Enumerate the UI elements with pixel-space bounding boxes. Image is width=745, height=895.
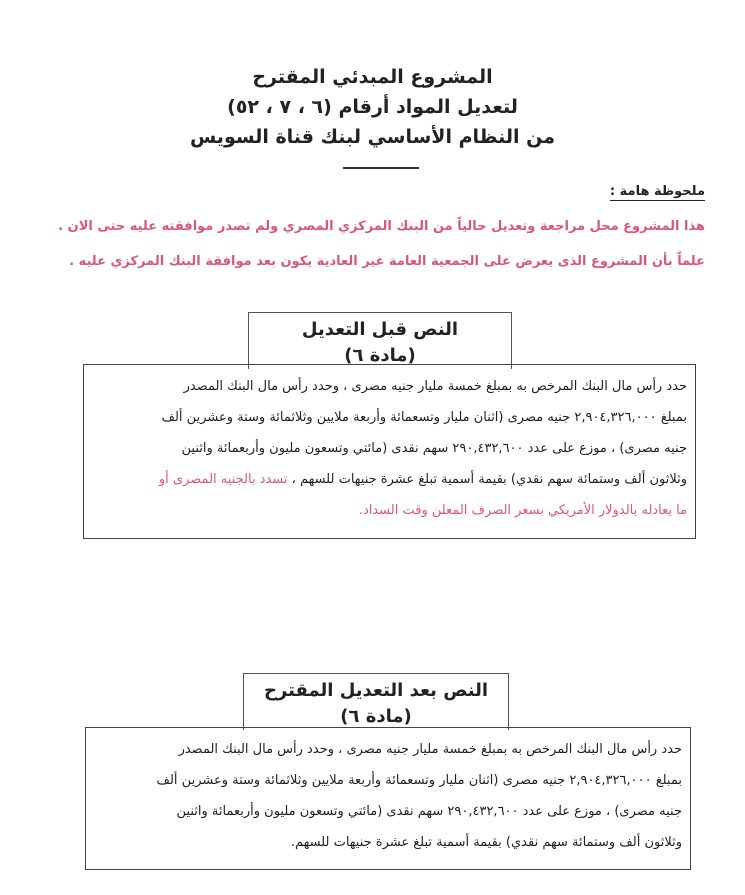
after-text-line-3: جنيه مصرى) ، موزع على عدد ٢٩٠,٤٣٢,٦٠٠ سهم نقدى (مائتي وتسعون مليون وأربعمائة واثنين bbox=[176, 804, 682, 819]
header-divider bbox=[343, 167, 419, 169]
after-text-box bbox=[85, 727, 691, 870]
before-text-line-5-highlight: ما يعادله بالدولار الأمريكي بسعر الصرف المعلن وقت السداد. bbox=[358, 503, 687, 518]
after-text-line-1: حدد رأس مال البنك المرخص به بمبلغ خمسة مليار جنيه مصرى ، وحدد رأس مال البنك المصدر bbox=[178, 742, 682, 757]
note-label: ملحوظة هامة : bbox=[609, 184, 705, 199]
header-title-line-1: المشروع المبدئي المقترح bbox=[252, 66, 493, 88]
before-text-line-4 bbox=[92, 464, 687, 495]
before-title: النص قبل التعديل bbox=[301, 319, 459, 340]
document-header bbox=[0, 62, 745, 152]
after-text-line-2: بمبلغ ٢,٩٠٤,٣٢٦,٠٠٠ جنيه مصرى (اثنان مليار وتسعمائة وأربعة ملايين وثلاثمائة وستة وعشرين ألف bbox=[156, 773, 682, 788]
before-article-number: (مادة ٦) bbox=[344, 345, 416, 366]
note-line-1: هذا المشروع محل مراجعة وتعديل حالياً من البنك المركزي المصري ولم تصدر موافقته عليه حتى الان . bbox=[58, 219, 705, 234]
before-text-box bbox=[83, 364, 696, 539]
before-text-line-1: حدد رأس مال البنك المرخص به بمبلغ خمسة مليار جنيه مصرى ، وحدد رأس مال البنك المصدر bbox=[183, 379, 687, 394]
after-title-box bbox=[243, 673, 509, 730]
after-text-line-4: وثلاثون ألف وستمائة سهم نقدي) بقيمة أسمية تبلغ عشرة جنيهات للسهم. bbox=[290, 835, 682, 850]
header-title-line-2: لتعديل المواد أرقام (٦ ، ٧ ، ٥٢) bbox=[227, 96, 518, 118]
header-title-line-3: من النظام الأساسي لبنك قناة السويس bbox=[189, 126, 556, 148]
before-text-line-3: جنيه مصرى) ، موزع على عدد ٢٩٠,٤٣٢,٦٠٠ سهم نقدى (مائتي وتسعون مليون وأربعمائة واثنين bbox=[181, 441, 687, 456]
after-title: النص بعد التعديل المقترح bbox=[263, 680, 489, 701]
note-line-2: علماً بأن المشروع الذى يعرض على الجمعية العامة غير العادية يكون بعد موافقة البنك المركزي عليه . bbox=[69, 254, 705, 269]
after-article-number: (مادة ٦) bbox=[340, 706, 412, 727]
before-text-line-4-highlight: تسدد بالجنيه المصرى أو bbox=[158, 472, 288, 487]
before-text-line-2: بمبلغ ٢,٩٠٤,٣٢٦,٠٠٠ جنيه مصرى (اثنان مليار وتسعمائة وأربعة ملايين وثلاثمائة وستة وعشرين ألف bbox=[161, 410, 687, 425]
before-title-box bbox=[248, 312, 512, 369]
before-text-line-4-plain: وثلاثون ألف وستمائة سهم نقدي) بقيمة أسمية تبلغ عشرة جنيهات للسهم ، bbox=[287, 472, 687, 487]
